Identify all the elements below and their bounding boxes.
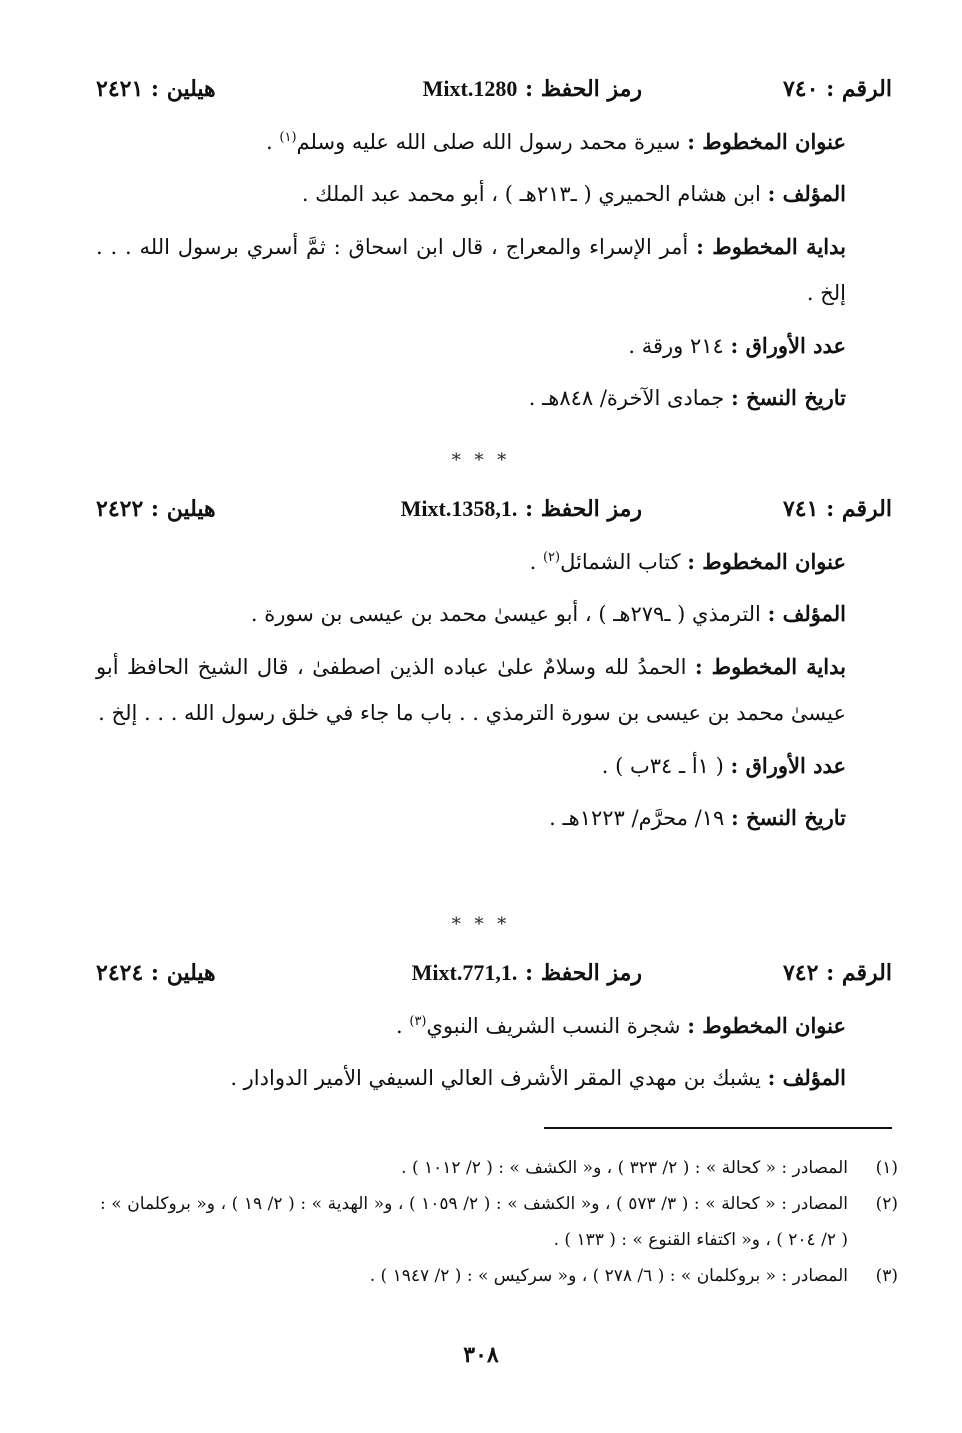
date-text: جمادى الآخرة/ ٨٤٨هـ .: [528, 386, 725, 410]
entry-number: الرقم : ٧٤٢: [782, 960, 892, 986]
footnote-text: المصادر : « بروكلمان » : ( ٦/ ٢٧٨ ) ، و« سركيس » : ( ٢/ ١٩٤٧ ) .: [369, 1266, 848, 1286]
footnote-1: [100, 1150, 898, 1186]
leaves-text: ٢١٤ ورقة .: [628, 334, 724, 358]
leaves-text: ( ١أ ـ ٣٤ب ) .: [601, 754, 724, 778]
catalog-entry-741: [96, 492, 892, 844]
title-field: [96, 996, 892, 1052]
haylin-number: هيلين : ٢٤٢١: [96, 76, 216, 102]
start-field: [96, 224, 892, 316]
shelf-code-value: Mixt.1280: [422, 76, 518, 101]
title-text: شجرة النسب الشريف النبوي: [426, 1014, 681, 1038]
author-label: المؤلف :: [767, 601, 846, 626]
date-field: [96, 372, 892, 424]
title-label: عنوان المخطوط :: [687, 1013, 846, 1038]
shelf-code: [412, 960, 642, 986]
page-number: ٣٠٨: [463, 1342, 499, 1368]
author-label: المؤلف :: [767, 1065, 846, 1090]
leaves-field: [96, 740, 892, 792]
footnote-ref: (٣): [409, 1014, 427, 1029]
author-text: يشبك بن مهدي المقر الأشرف العالي السيفي الأمير الدوادار .: [230, 1066, 761, 1090]
footnote-ref: (١): [279, 130, 297, 145]
title-text: كتاب الشمائل: [560, 550, 681, 574]
title-text: سيرة محمد رسول الله صلى الله عليه وسلم: [296, 130, 681, 154]
title-label: عنوان المخطوط :: [687, 549, 846, 574]
entry-number: الرقم : ٧٤١: [782, 496, 892, 522]
footnote-divider: [544, 1127, 892, 1129]
leaves-field: [96, 320, 892, 372]
start-text: الحمدُ لله وسلامٌ علىٰ عباده الذين اصطفىٰ ، قال الشيخ الحافظ أبو عيسىٰ محمد بن عيسى بن سورة الترمذي . . باب ما جاء في خلق رسول الله . . . إلخ .: [96, 655, 846, 725]
date-text: ١٩/ محرَّم/ ١٢٢٣هـ .: [549, 806, 725, 830]
footnote-text: المصادر : « كحالة » : ( ٣/ ٥٧٣ ) ، و« الكشف » : ( ٢/ ١٠٥٩ ) ، و« الهدية » : ( ٢/ ١٩ ) ، و« بروكلمان » : ( ٢/ ٢٠٤ ) ، و« اكتفاء القنوع » : ( ١٣٣ ) .: [100, 1194, 849, 1250]
author-label: المؤلف :: [767, 181, 846, 206]
title-field: [96, 532, 892, 588]
shelf-code-label: رمز الحفظ :: [524, 960, 642, 986]
leaves-label: عدد الأوراق :: [730, 753, 846, 778]
footnote-ref: (٢): [542, 550, 561, 565]
title-end: .: [529, 550, 543, 574]
catalog-entry-742: [96, 956, 892, 1104]
footnote-text: المصادر : « كحالة » : ( ٢/ ٣٢٣ ) ، و« الكشف » : ( ٢/ ١٠١٢ ) .: [401, 1158, 848, 1178]
shelf-code-label: رمز الحفظ :: [524, 496, 642, 522]
leaves-label: عدد الأوراق :: [730, 333, 846, 358]
shelf-code: [401, 496, 642, 522]
footnotes: [100, 1150, 898, 1294]
author-text: ابن هشام الحميري ( ـ٢١٣هـ ) ، أبو محمد عبد الملك .: [301, 182, 761, 206]
date-label: تاريخ النسخ :: [730, 805, 846, 830]
start-label: بداية المخطوط :: [694, 654, 846, 679]
entry-separator: * * *: [451, 914, 511, 935]
footnote-number: (١): [875, 1158, 898, 1178]
catalog-entry-740: [96, 72, 892, 424]
haylin-number: هيلين : ٢٤٢٢: [96, 496, 216, 522]
shelf-code-value: Mixt.1358,1.: [400, 496, 518, 521]
title-field: [96, 112, 892, 168]
entry-number: الرقم : ٧٤٠: [782, 76, 892, 102]
shelf-code: [423, 76, 642, 102]
author-field: [96, 1052, 892, 1104]
footnote-2: [100, 1186, 898, 1258]
author-field: [96, 168, 892, 220]
entry-header: [96, 72, 892, 112]
haylin-number: هيلين : ٢٤٢٤: [96, 960, 216, 986]
date-label: تاريخ النسخ :: [730, 385, 846, 410]
start-text: أمر الإسراء والمعراج ، قال ابن اسحاق : ثمَّ أسري برسول الله . . . إلخ .: [96, 235, 846, 305]
author-field: [96, 588, 892, 640]
shelf-code-value: Mixt.771,1.: [411, 960, 518, 985]
author-text: الترمذي ( ـ٢٧٩هـ ) ، أبو عيسىٰ محمد بن عيسى بن سورة .: [250, 602, 761, 626]
start-label: بداية المخطوط :: [696, 234, 846, 259]
start-field: [96, 644, 892, 736]
footnote-3: [100, 1258, 898, 1294]
footnote-number: (٢): [875, 1194, 898, 1214]
date-field: [96, 792, 892, 844]
title-end: .: [266, 130, 280, 154]
footnote-number: (٣): [875, 1266, 898, 1286]
title-end: .: [396, 1014, 410, 1038]
entry-header: [96, 956, 892, 996]
entry-separator: * * *: [451, 450, 511, 471]
title-label: عنوان المخطوط :: [687, 129, 846, 154]
shelf-code-label: رمز الحفظ :: [524, 76, 642, 102]
entry-header: [96, 492, 892, 532]
